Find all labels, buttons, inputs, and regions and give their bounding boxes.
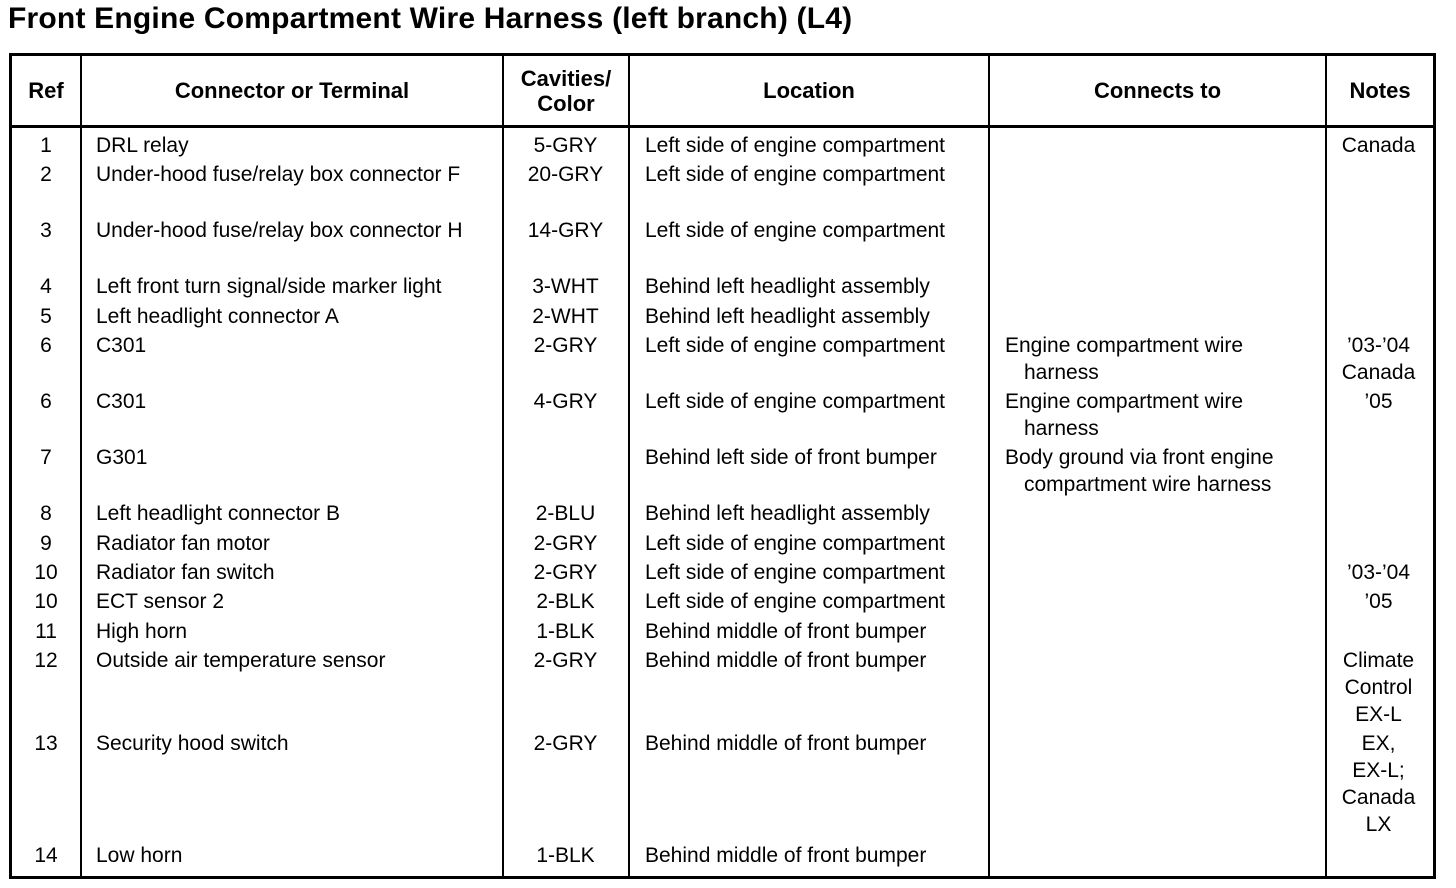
row-cavities: 3-WHT [532, 275, 599, 298]
note-line: Canada [1341, 134, 1416, 157]
header-notes: Notes [1349, 78, 1411, 103]
row-notes [1326, 647, 1431, 728]
header-connects-to: Connects to [1093, 78, 1222, 103]
row-cavities: 20-GRY [527, 163, 604, 186]
row-cavities: 1-BLK [536, 844, 595, 867]
row-connects-to [1005, 332, 1335, 386]
row-notes [1326, 588, 1431, 615]
row-notes [1326, 388, 1431, 415]
row-connector: Under-hood fuse/relay box connector H [96, 219, 463, 242]
connects-to-line: harness [1024, 361, 1099, 384]
row-location: Behind middle of front bumper [645, 649, 927, 672]
row-ref: 2 [40, 163, 52, 186]
row-location: Left side of engine compartment [645, 163, 946, 186]
row-ref: 10 [34, 590, 58, 613]
row-location: Behind middle of front bumper [645, 844, 927, 867]
note-line: EX-L [1355, 703, 1402, 726]
row-notes [1326, 730, 1431, 838]
row-connector: Left headlight connector A [96, 305, 339, 328]
row-location: Behind left side of front bumper [645, 446, 937, 469]
row-location: Behind left headlight assembly [645, 305, 930, 328]
row-cavities: 14-GRY [527, 219, 604, 242]
row-ref: 8 [40, 502, 52, 525]
row-connector: Security hood switch [96, 732, 289, 755]
row-ref: 4 [40, 275, 52, 298]
row-connector: G301 [96, 446, 148, 469]
row-connector: Left front turn signal/side marker light [96, 275, 442, 298]
row-ref: 6 [40, 390, 52, 413]
row-cavities: 2-BLK [536, 590, 595, 613]
row-cavities: 2-GRY [533, 561, 598, 584]
connects-to-line: compartment wire harness [1024, 473, 1272, 496]
note-line: EX-L; [1352, 759, 1405, 782]
row-location: Behind middle of front bumper [645, 620, 927, 643]
row-notes [1326, 332, 1431, 386]
row-ref: 9 [40, 532, 52, 555]
row-connector: Radiator fan switch [96, 561, 275, 584]
row-connector: ECT sensor 2 [96, 590, 224, 613]
row-cavities: 5-GRY [533, 134, 598, 157]
column-divider [80, 56, 82, 876]
header-connector: Connector or Terminal [174, 78, 410, 103]
connects-to-line: Engine compartment wire [1005, 390, 1244, 413]
row-cavities: 2-BLU [535, 502, 596, 525]
row-notes [1326, 132, 1431, 159]
row-ref: 5 [40, 305, 52, 328]
row-ref: 12 [34, 649, 58, 672]
note-line: LX [1365, 813, 1392, 836]
row-location: Left side of engine compartment [645, 219, 946, 242]
row-connector: C301 [96, 390, 147, 413]
row-connector: High horn [96, 620, 188, 643]
note-line: ’03-’04 [1346, 334, 1411, 357]
note-line: Canada [1341, 786, 1416, 809]
row-ref: 3 [40, 219, 52, 242]
note-line: Control [1344, 676, 1413, 699]
note-line: ’03-’04 [1346, 561, 1411, 584]
header-location: Location [763, 78, 855, 103]
row-ref: 10 [34, 561, 58, 584]
row-connector: Radiator fan motor [96, 532, 270, 555]
row-connector: Outside air temperature sensor [96, 649, 386, 672]
row-connector: Low horn [96, 844, 183, 867]
row-ref: 7 [40, 446, 52, 469]
row-cavities: 2-GRY [533, 649, 598, 672]
page-title: Front Engine Compartment Wire Harness (left branch) (L4) [8, 2, 853, 35]
row-location: Behind left headlight assembly [645, 502, 930, 525]
row-location: Left side of engine compartment [645, 390, 946, 413]
row-location: Behind left headlight assembly [645, 275, 930, 298]
note-line: ’05 [1364, 590, 1393, 613]
row-connector: C301 [96, 334, 147, 357]
row-connects-to [1005, 444, 1335, 498]
row-location: Left side of engine compartment [645, 334, 946, 357]
note-line: EX, [1361, 732, 1396, 755]
row-cavities: 2-GRY [533, 334, 598, 357]
note-line: ’05 [1364, 390, 1393, 413]
note-line: Canada [1341, 361, 1416, 384]
harness-table [9, 53, 1436, 879]
row-ref: 1 [40, 134, 52, 157]
row-cavities: 2-GRY [533, 732, 598, 755]
row-location: Left side of engine compartment [645, 532, 946, 555]
row-cavities: 2-WHT [532, 305, 599, 328]
row-connector: Left headlight connector B [96, 502, 341, 525]
row-cavities: 4-GRY [533, 390, 598, 413]
row-location: Left side of engine compartment [645, 134, 946, 157]
header-ref: Ref [28, 78, 64, 103]
header-cavities-line2: Color [537, 90, 595, 116]
header-cavities [504, 56, 628, 125]
row-connector: Under-hood fuse/relay box connector F [96, 163, 461, 186]
connects-to-line: Body ground via front engine [1005, 446, 1274, 469]
connects-to-line: Engine compartment wire [1005, 334, 1244, 357]
row-notes [1326, 559, 1431, 586]
row-location: Left side of engine compartment [645, 590, 946, 613]
header-cavities-line1: Cavities/ [520, 65, 612, 91]
row-ref: 14 [34, 844, 58, 867]
row-cavities: 2-GRY [533, 532, 598, 555]
row-location: Left side of engine compartment [645, 561, 946, 584]
row-ref: 11 [35, 620, 57, 643]
row-connector: DRL relay [96, 134, 189, 157]
row-cavities: 1-BLK [536, 620, 595, 643]
row-connects-to [1005, 388, 1335, 442]
header-divider [12, 125, 1433, 128]
row-ref: 6 [40, 334, 52, 357]
note-line: Climate [1342, 649, 1415, 672]
connects-to-line: harness [1024, 417, 1099, 440]
row-ref: 13 [34, 732, 58, 755]
row-location: Behind middle of front bumper [645, 732, 927, 755]
